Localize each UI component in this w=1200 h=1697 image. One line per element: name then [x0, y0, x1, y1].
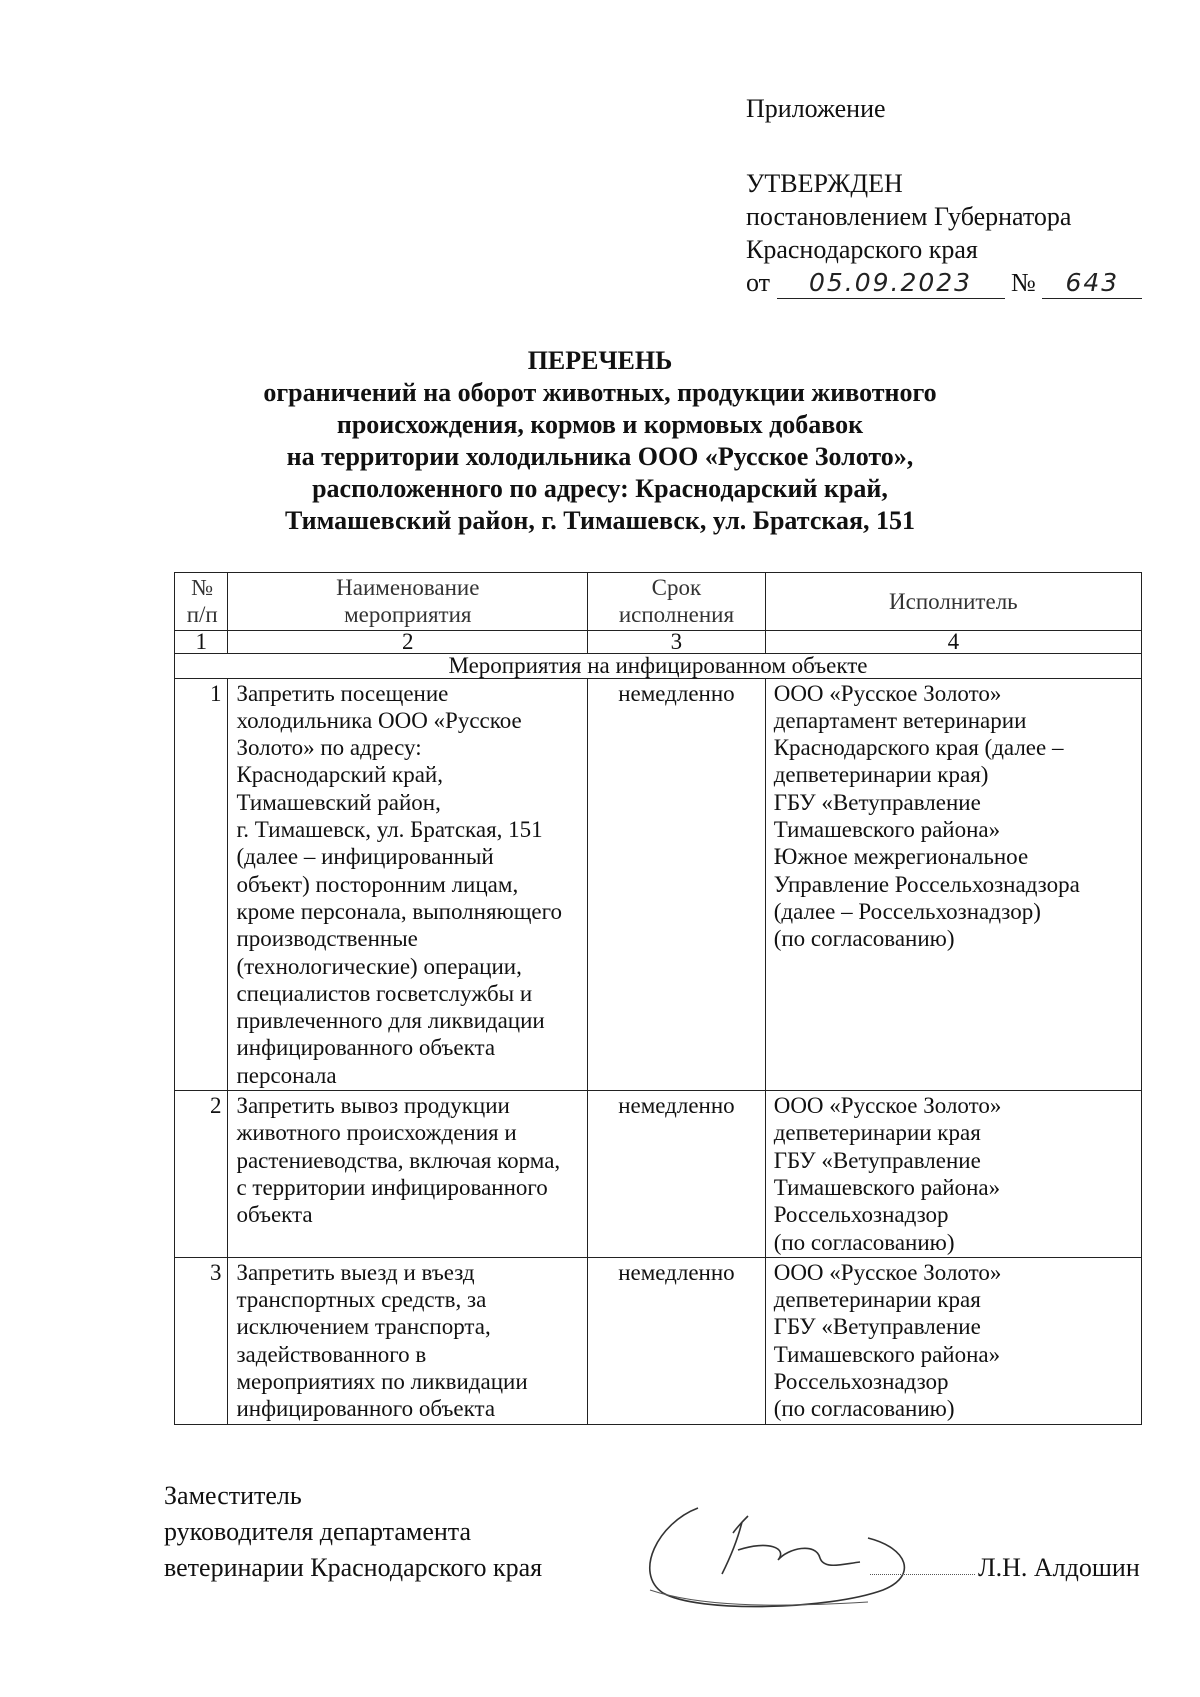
row-executor: ООО «Русское Золото» департамент ветеринарии Краснодарского края (далее – депветеринарии края) ГБУ «Ветуправление Тимашевского района» Южное межрегиональное Управление Россельхознадзора (далее – Россельхознадзор) (по согласованию): [765, 678, 1141, 1090]
table-row: [175, 1257, 1142, 1424]
column-number: 4: [765, 630, 1141, 653]
row-measure: Запретить вывоз продукции животного происхождения и растениеводства, включая корма, с территории инфицированного объекта: [228, 1091, 588, 1258]
table-header-row: [175, 573, 1142, 631]
signer-name: Л.Н. Алдошин: [978, 1553, 1140, 1582]
measures-table: [174, 572, 1142, 1425]
header-executor: Исполнитель: [765, 573, 1141, 631]
section-title: Мероприятия на инфицированном объекте: [175, 653, 1142, 678]
row-executor: ООО «Русское Золото» депветеринарии края ГБУ «Ветуправление Тимашевского района» Россельхознадзор (по согласованию): [765, 1091, 1141, 1258]
title-line: ограничений на оборот животных, продукции животного: [263, 378, 937, 407]
title-line: на территории холодильника ООО «Русское Золото»,: [286, 442, 914, 471]
title-line: Тимашевский район, г. Тимашевск, ул. Братская, 151: [284, 506, 916, 535]
row-number: 1: [175, 678, 228, 1090]
number-prefix: №: [1011, 268, 1036, 297]
section-row: [175, 653, 1142, 678]
title-line: происхождения, кормов и кормовых добавок: [336, 410, 864, 439]
row-number: 3: [175, 1257, 228, 1424]
row-number: 2: [175, 1091, 228, 1258]
header-number: № п/п: [175, 573, 228, 631]
approval-line-1: постановлением Губернатора: [746, 202, 1072, 231]
title-heading: ПЕРЕЧЕНЬ: [527, 346, 673, 375]
table-row: [175, 1091, 1142, 1258]
row-term: немедленно: [588, 1091, 766, 1258]
approved-label: УТВЕРЖДЕН: [746, 169, 903, 198]
date-prefix: от: [746, 268, 771, 297]
row-measure: Запретить выезд и въезд транспортных средств, за исключением транспорта, задействованного в мероприятиях по ликвидации инфицированного объекта: [228, 1257, 588, 1424]
header-measure: Наименование мероприятия: [228, 573, 588, 631]
signer-position: Заместитель руководителя департамента ветеринарии Краснодарского края: [164, 1481, 543, 1582]
approval-line-2: Краснодарского края: [746, 235, 978, 264]
column-number: 1: [175, 630, 228, 653]
header-term: Срок исполнения: [588, 573, 766, 631]
document-title: [180, 345, 1020, 537]
handwritten-signature: [638, 1478, 938, 1618]
number-field: [1042, 268, 1142, 299]
column-number: 3: [588, 630, 766, 653]
handwritten-number: 643: [1065, 268, 1120, 297]
appendix-label: Приложение: [746, 94, 886, 123]
row-term: немедленно: [588, 1257, 766, 1424]
signature-line: [870, 1574, 975, 1575]
column-numbers-row: [175, 630, 1142, 653]
approval-block: [746, 92, 1146, 299]
row-measure: Запретить посещение холодильника ООО «Русское Золото» по адресу: Краснодарский край, Тимашевский район, г. Тимашевск, ул. Братская, 151 (далее – инфицированный объект) посторонним лицам, кроме персонала, выполняющего производственные (технологические) операции, специалистов госветслужбы и привлеченного для ликвидации инфицированного объекта персонала: [228, 678, 588, 1090]
row-term: немедленно: [588, 678, 766, 1090]
table-row: [175, 678, 1142, 1090]
column-number: 2: [228, 630, 588, 653]
handwritten-date: 05.09.2023: [808, 268, 973, 297]
approval-date-line: [746, 266, 1146, 299]
title-line: расположенного по адресу: Краснодарский край,: [312, 474, 888, 503]
date-field: [777, 268, 1005, 299]
row-executor: ООО «Русское Золото» депветеринарии края ГБУ «Ветуправление Тимашевского района» Россельхознадзор (по согласованию): [765, 1257, 1141, 1424]
